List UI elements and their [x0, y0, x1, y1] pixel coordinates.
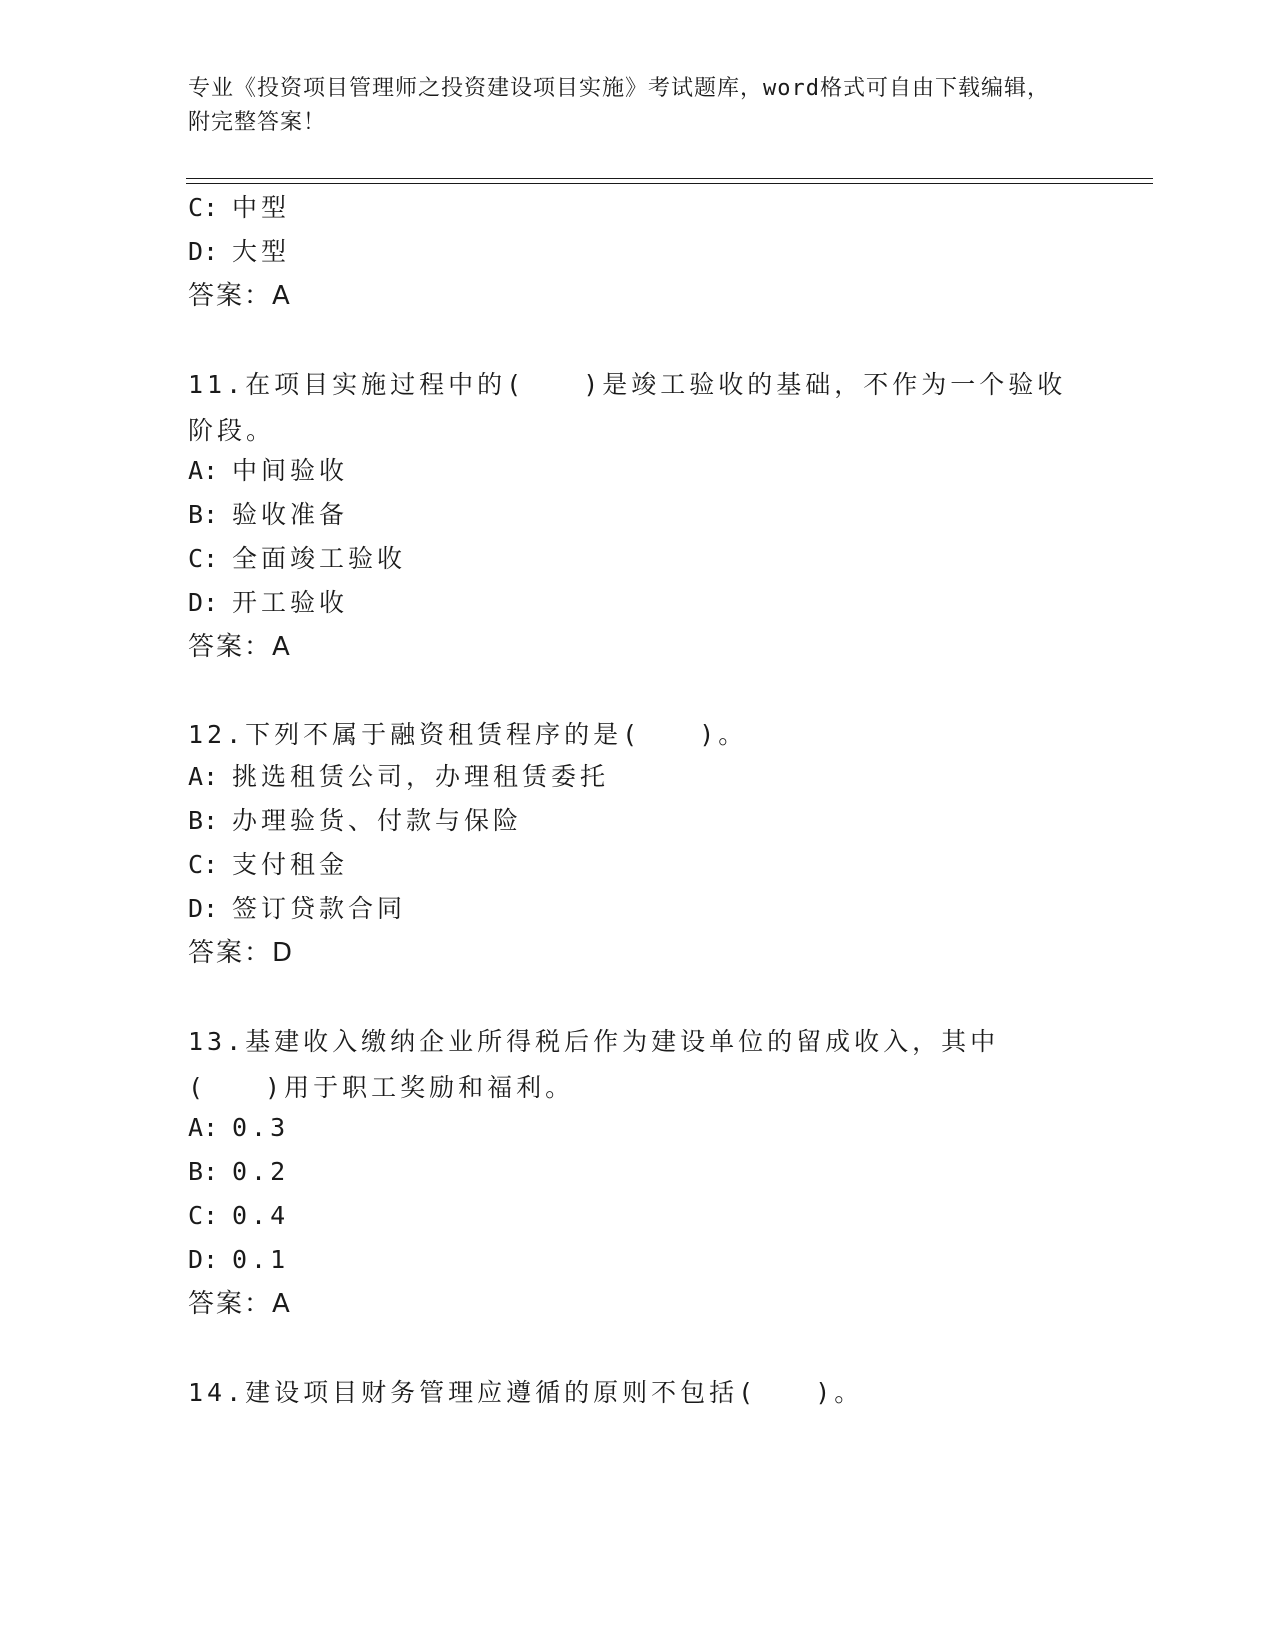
option-label: C: — [188, 850, 219, 879]
option-text: 验收准备 — [232, 500, 349, 529]
document-header: 专业《投资项目管理师之投资建设项目实施》考试题库，word格式可自由下载编辑，附完整答案！ — [188, 76, 1050, 135]
option-text: 0.1 — [232, 1245, 290, 1274]
option-a — [188, 1112, 289, 1144]
header-divider-bottom — [186, 183, 1153, 184]
option-d — [188, 587, 348, 619]
option-a — [188, 761, 609, 793]
option-text: 全面竣工验收 — [232, 544, 407, 573]
option-text: 0.2 — [232, 1157, 290, 1186]
option-label: C: — [188, 1201, 219, 1230]
option-label: A: — [188, 762, 219, 791]
option-text: 签订贷款合同 — [232, 894, 407, 923]
option-d — [188, 893, 406, 925]
option-label: B: — [188, 806, 219, 835]
option-label: D: — [188, 894, 219, 923]
option-text: 0.3 — [232, 1113, 290, 1142]
option-text: 办理验货、付款与保险 — [232, 806, 523, 835]
option-label: D: — [188, 1245, 219, 1274]
option-c — [188, 849, 348, 881]
option-text: 挑选租赁公司，办理租赁委托 — [232, 762, 610, 791]
option-label: D: — [188, 237, 219, 266]
answer-line: 答案：D — [188, 938, 295, 968]
option-label: C: — [188, 193, 219, 222]
option-label: C: — [188, 544, 219, 573]
question-stem: 11.在项目实施过程中的( )是竣工验收的基础，不作为一个验收阶段。 — [188, 370, 1067, 445]
option-d — [188, 1244, 289, 1276]
option-text: 中型 — [232, 193, 291, 222]
option-text: 开工验收 — [232, 588, 349, 617]
option-label: B: — [188, 500, 219, 529]
option-b — [188, 499, 348, 531]
answer-line: 答案：A — [188, 632, 292, 662]
option-label: D: — [188, 588, 219, 617]
option-c — [188, 1200, 289, 1232]
option-a — [188, 455, 348, 487]
option-c — [188, 543, 406, 575]
header-divider-top — [186, 178, 1153, 179]
question-stem: 13.基建收入缴纳企业所得税后作为建设单位的留成收入，其中( )用于职工奖励和福利。 — [188, 1027, 1000, 1102]
option-d — [188, 236, 290, 268]
option-text: 中间验收 — [232, 456, 349, 485]
option-text: 支付租金 — [232, 850, 349, 879]
answer-line: 答案：A — [188, 1289, 292, 1319]
option-b — [188, 805, 522, 837]
option-c — [188, 192, 290, 224]
option-text: 0.4 — [232, 1201, 290, 1230]
question-stem: 14.建设项目财务管理应遵循的原则不包括( )。 — [188, 1378, 864, 1407]
question-stem: 12.下列不属于融资租赁程序的是( )。 — [188, 720, 748, 749]
option-b — [188, 1156, 289, 1188]
option-text: 大型 — [232, 237, 291, 266]
option-label: B: — [188, 1157, 219, 1186]
option-label: A: — [188, 456, 219, 485]
option-label: A: — [188, 1113, 219, 1142]
answer-line: 答案：A — [188, 281, 292, 311]
